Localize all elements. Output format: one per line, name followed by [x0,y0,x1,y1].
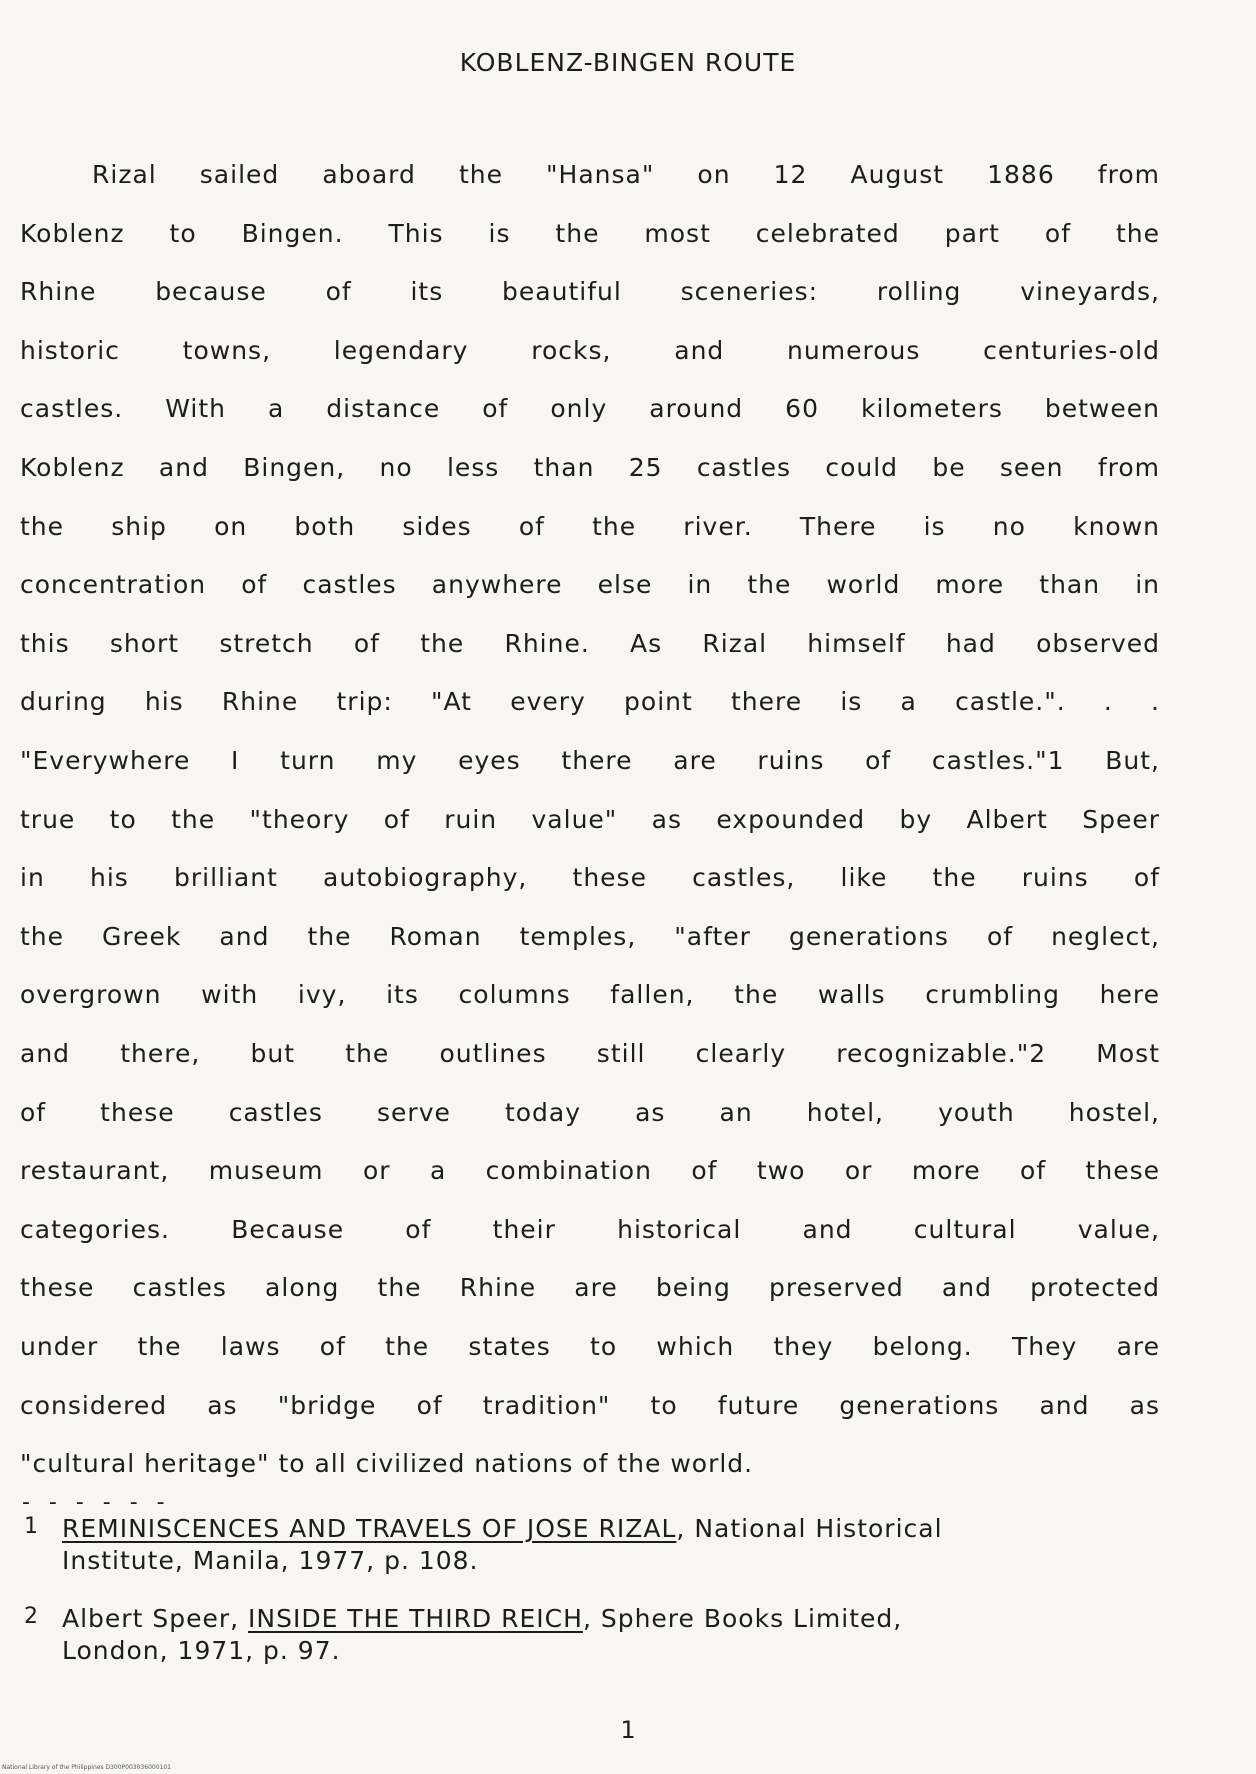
body-line: castles. With a distance of only around 60 kilometers between [20,394,1160,424]
footnote-2-line-2: London, 1971, p. 97. [62,1636,341,1665]
body-line: "Everywhere I turn my eyes there are ruins of castles."1 But, [20,746,1160,775]
footnote-1-number: 1 [24,1514,38,1539]
body-line: under the laws of the states to which they belong. They are [20,1332,1160,1361]
body-line: true to the "theory of ruin value" as expounded by Albert Speer [20,804,1160,834]
footnote-2-author: Albert Speer, [62,1604,248,1633]
footnote-1-line-2: Institute, Manila, 1977, p. 108. [62,1546,479,1575]
body-line: overgrown with ivy, its columns fallen, the walls crumbling here [20,980,1160,1010]
body-line: these castles along the Rhine are being preserved and protected [20,1273,1160,1303]
body-line: "cultural heritage" to all civilized nations of the world. [20,1449,754,1479]
body-line: Koblenz to Bingen. This is the most celebrated part of the [20,218,1160,248]
body-line: this short stretch of the Rhine. As Rizal himself had observed [20,628,1160,658]
body-line: Rhine because of its beautiful sceneries: rolling vineyards, [20,277,1160,307]
footnote-2-line-1 [62,1604,902,1633]
footnote-2-number: 2 [24,1604,38,1629]
body-line: in his brilliant autobiography, these castles, like the ruins of [20,863,1160,893]
body-line: Rizal sailed aboard the "Hansa" on 12 August 1886 from [92,160,1160,189]
page-number: 1 [620,1716,636,1744]
body-line: the Greek and the Roman temples, "after generations of neglect, [20,921,1160,951]
body-line: during his Rhine trip: "At every point there is a castle.". . . [20,687,1160,717]
body-line: of these castles serve today as an hotel, youth hostel, [20,1097,1160,1127]
body-line: and there, but the outlines still clearly recognizable."2 Most [20,1039,1160,1068]
body-line: historic towns, legendary rocks, and numerous centuries-old [20,335,1160,365]
footnote-separator: - - - - - - [22,1490,171,1515]
body-line: the ship on both sides of the river. There is no known [20,511,1160,541]
footnote-2-publisher: , Sphere Books Limited, [582,1604,903,1633]
body-line: categories. Because of their historical and cultural value, [20,1214,1160,1244]
footnote-2-title: INSIDE THE THIRD REICH [248,1604,583,1633]
page-title: KOBLENZ-BINGEN ROUTE [459,48,797,77]
body-line: restaurant, museum or a combination of two or more of these [20,1156,1160,1186]
footnote-1-line-1 [62,1514,943,1543]
body-line: Koblenz and Bingen, no less than 25 castles could be seen from [20,453,1160,482]
footnote-1-title: REMINISCENCES AND TRAVELS OF JOSE RIZAL [62,1514,677,1543]
footnote-1-publisher: , National Historical [676,1514,943,1543]
body-line: concentration of castles anywhere else in the world more than in [20,570,1160,600]
body-line: considered as "bridge of tradition" to future generations and as [20,1390,1160,1420]
scan-credit: National Library of the Philippines D300P003036000101 [2,1764,171,1771]
